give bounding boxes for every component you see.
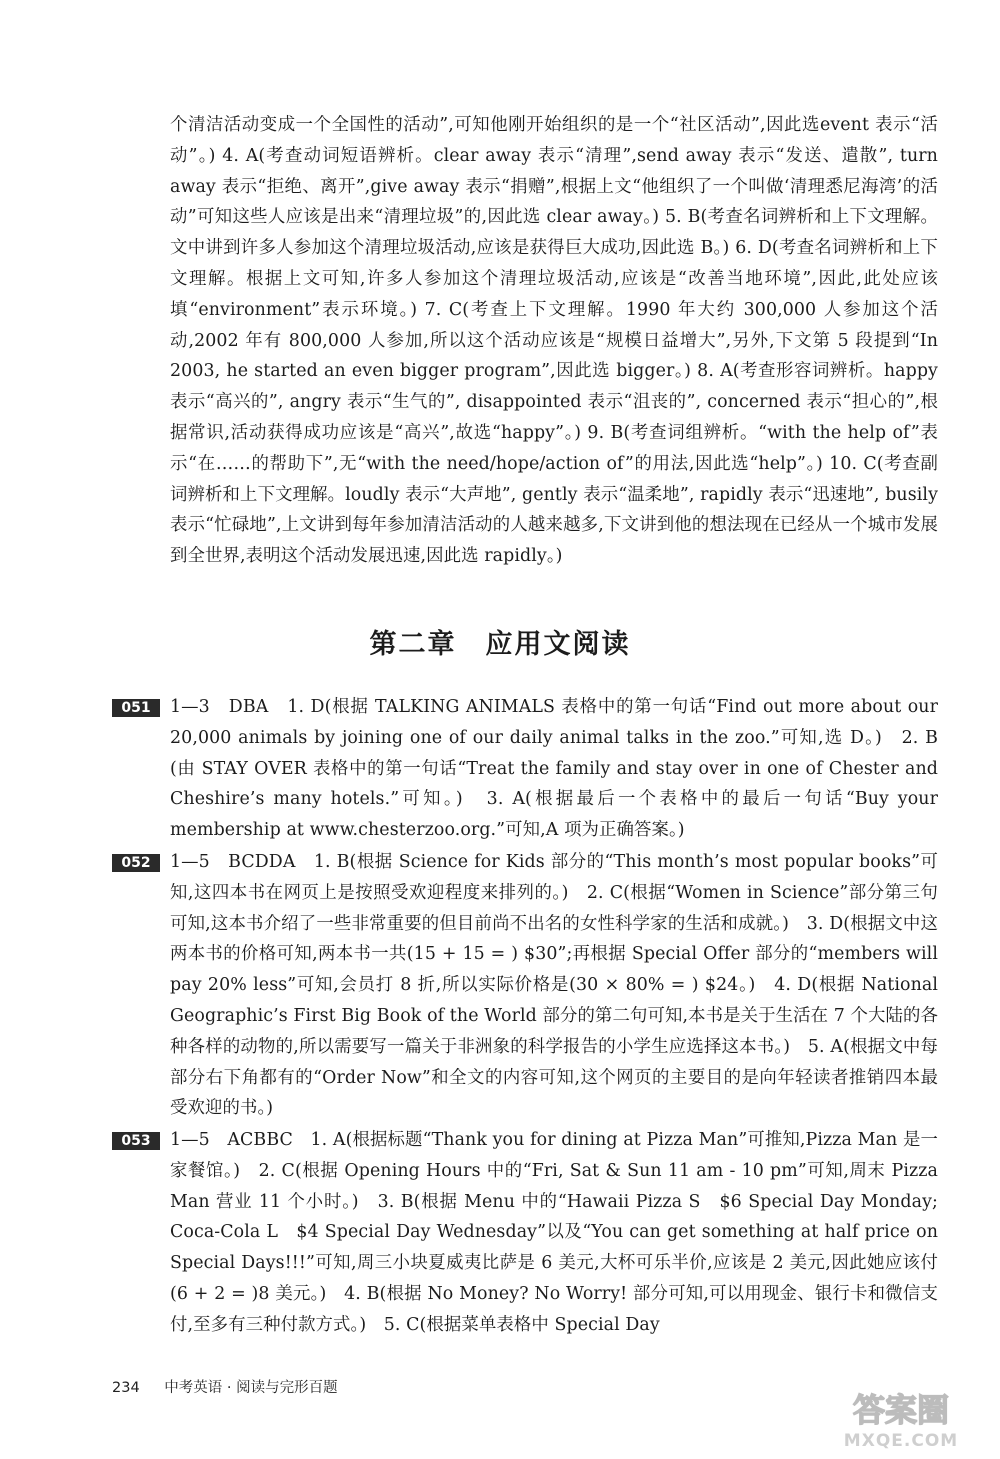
question-number-badge: 053 xyxy=(112,1132,160,1150)
question-number-badge: 051 xyxy=(112,699,160,717)
chapter-title: 第二章 应用文阅读 xyxy=(369,629,631,660)
answer-text: 1—5 ACBBC 1. A(根据标题“Thank you for dining at Pizza Man”可推知,Pizza Man 是一家餐馆。) 2. C(根据 Opening Hours 中的“Fri, Sat & Sun 11 am - 10 pm”可知,周末 Pizza Man 营业 11 个小时。) 3. B(根据 Menu 中的“Hawaii Pizza S $6 Special Day Monday; Coca-Cola L $4 Special Day Wednesday”以及“You can get something at half price on Special Days!!!”可知,周三小块夏威夷比萨是 6 美元,大杯可乐半价,应该是 2 美元,因此她应该付(6 + 2 = )8 美元。) 4. B(根据 No Money? No Worry! 部分可知,可以用现金、银行卡和微信支付,至多有三种付款方式。) 5. C(根据菜单表格中 Special Day xyxy=(170,1130,938,1335)
answer-item-053 xyxy=(112,1125,938,1341)
answer-text: 1—3 DBA 1. D(根据 TALKING ANIMALS 表格中的第一句话“Find out more about our 20,000 animals by joining one of our daily animal talks in the zoo.”可知,选 D。) 2. B (由 STAY OVER 表格中的第一句话“Treat the family and stay over in one of Chester and Cheshire’s many hotels.”可知。) 3. A(根据最后一个表格中的最后一句话“Buy your membership at www.chesterzoo.org.”可知,A 项为正确答案。) xyxy=(170,697,938,841)
answer-item-051 xyxy=(112,692,938,846)
answer-item-052 xyxy=(112,847,938,1124)
book-title: 中考英语 · 阅读与完形百题 xyxy=(164,1380,338,1396)
question-number-badge: 052 xyxy=(112,854,160,872)
page-footer xyxy=(112,1376,338,1397)
page-number: 234 xyxy=(112,1380,140,1396)
watermark-url: MXQE.COM xyxy=(843,1431,959,1451)
watermark-logo-text: 答案圈 xyxy=(852,1391,950,1429)
site-watermark-logo xyxy=(806,1383,996,1453)
answer-paragraph-continued: 个清洁活动变成一个全国性的活动”,可知他刚开始组织的是一个“社区活动”,因此选event 表示“活动”。) 4. A(考查动词短语辨析。clear away 表示“清理”,send away 表示“发送、遣散”, turn away 表示“拒绝、离开”,give away 表示“捐赠”,根据上文“他组织了一个叫做‘清理悉尼海湾’的活动”可知这些人应该是出来“清理垃圾”的,因此选 clear away。) 5. B(考查名词辨析和上下文理解。文中讲到许多人参加这个清理垃圾活动,应该是获得巨大成功,因此选 B。) 6. D(考查名词辨析和上下文理解。根据上文可知,许多人参加这个清理垃圾活动,应该是“改善当地环境”,因此,此处应该填“environment”表示环境。) 7. C(考查上下文理解。1990 年大约 300,000 人参加这个活动,2002 年有 800,000 人参加,所以这个活动应该是“规模日益增大”,另外,下文第 5 段提到“In 2003, he started an even bigger program”,因此选 bigger。) 8. A(考查形容词辨析。happy 表示“高兴的”, angry 表示“生气的”, disappointed 表示“沮丧的”, concerned 表示“担心的”,根据常识,活动获得成功应该是“高兴”,故选“happy”。) 9. B(考查词组辨析。“with the help of”表示“在……的帮助下”,无“with the need/hope/action of”的用法,因此选“help”。) 10. C(考查副词辨析和上下文理解。loudly 表示“大声地”, gently 表示“温柔地”, rapidly 表示“迅速地”, busily 表示“忙碌地”,上文讲到每年参加清洁活动的人越来越多,下文讲到他的想法现在已经从一个城市发展到全世界,表明这个活动发展迅速,因此选 rapidly。) xyxy=(170,115,938,567)
answer-text: 1—5 BCDDA 1. B(根据 Science for Kids 部分的“This month’s most popular books”可知,这四本书在网页上是按照受欢迎程度来排列的。) 2. C(根据“Women in Science”部分第三句可知,这本书介绍了一些非常重要的但目前尚不出名的女性科学家的生活和成就。) 3. D(根据文中这两本书的价格可知,两本书一共(15 + 15 = ) $30”;再根据 Special Offer 部分的“members will pay 20% less”可知,会员打 8 折,所以实际价格是(30 × 80% = ) $24。) 4. D(根据 National Geographic’s First Big Book of the World 部分的第二句可知,本书是关于生活在 7 个大陆的各种各样的动物的,所以需要写一篇关于非洲象的科学报告的小学生应选择这本书。) 5. A(根据文中每部分右下角都有的“Order Now”和全文的内容可知,这个网页的主要目的是向年轻读者推销四本最受欢迎的书。) xyxy=(170,852,938,1119)
